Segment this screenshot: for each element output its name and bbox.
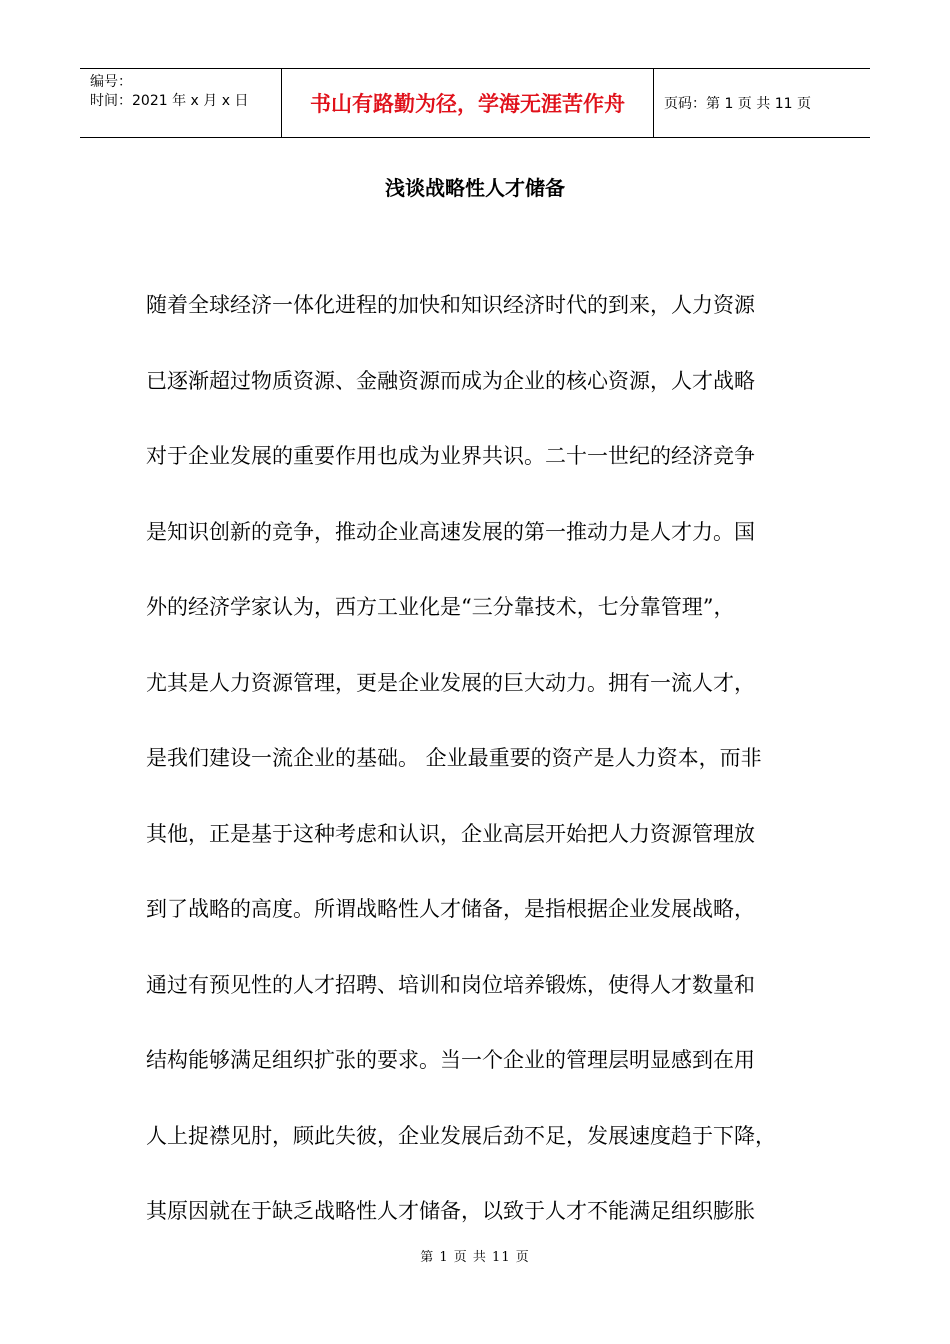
body-line: 是知识创新的竞争，推动企业高速发展的第一推动力是人才力。国: [146, 519, 755, 544]
page-footer: 第 1 页 共 11 页: [420, 1250, 530, 1265]
body-line: 外的经济学家认为，西方工业化是“三分靠技术，七分靠管理”，: [146, 595, 735, 619]
page-header: [80, 68, 870, 138]
body-line: 结构能够满足组织扩张的要求。当一个企业的管理层明显感到在用: [146, 1048, 755, 1072]
body-line: 到了战略的高度。所谓战略性人才储备，是指根据企业发展战略，: [146, 897, 755, 921]
header-page-info: 页码：第 1 页 共 11 页: [664, 96, 811, 112]
body-line: 已逐渐超过物质资源、金融资源而成为企业的核心资源，人才战略: [146, 368, 755, 393]
body-line: 其他，正是基于这种考虑和认识，企业高层开始把人力资源管理放: [146, 821, 755, 846]
header-meta: [80, 69, 282, 137]
body-line: 随着全球经济一体化进程的加快和知识经济时代的到来，人力资源: [146, 293, 755, 317]
body-line: 人上捉襟见肘，顾此失彼，企业发展后劲不足，发展速度趋于下降，: [146, 1123, 776, 1148]
document-title: 浅谈战略性人才储备: [385, 176, 565, 200]
body-line: 对于企业发展的重要作用也成为业界共识。二十一世纪的经济竞争: [146, 444, 755, 468]
date-label: 时间：2021 年 x 月 x 日: [90, 93, 249, 109]
header-motto: 书山有路勤为径，学海无涯苦作舟: [282, 69, 654, 137]
body-line: 是我们建设一流企业的基础。 企业最重要的资产是人力资本，而非: [146, 746, 762, 770]
body-line: 通过有预见性的人才招聘、培训和岗位培养锻炼，使得人才数量和: [146, 972, 755, 997]
body-text: [146, 286, 826, 1268]
doc-number-label: 编号：: [90, 74, 132, 90]
body-line: 其原因就在于缺乏战略性人才储备，以致于人才不能满足组织膨胀: [146, 1199, 755, 1223]
body-line: 尤其是人力资源管理，更是企业发展的巨大动力。拥有一流人才，: [146, 670, 755, 695]
